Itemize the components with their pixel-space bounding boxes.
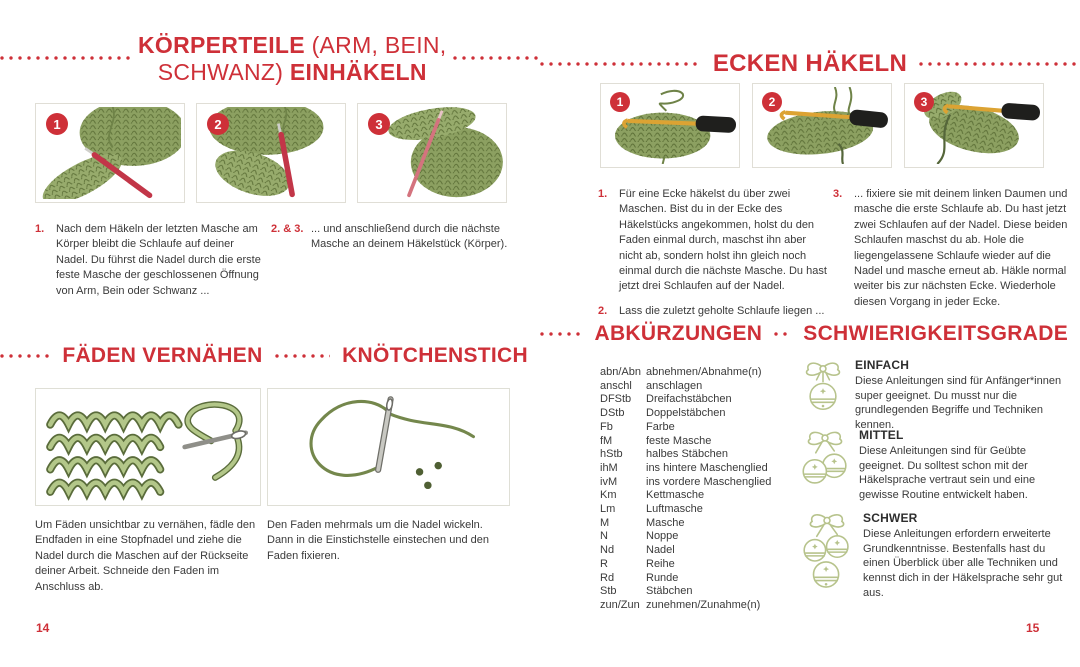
instruction-step-2 [598,304,830,319]
step-photo-3 [904,83,1044,168]
instructions-ecken [598,187,1068,319]
knoetchenstich-text: Den Faden mehrmals um die Nadel wickeln. Dann in die Einstichstelle einstechen und den Faden fixieren. [267,519,489,562]
abbr-value: Noppe [646,530,679,543]
step-photo-2 [752,83,892,168]
abbreviation-row [600,435,790,449]
abbr-key: Fb [600,420,613,433]
abbreviation-row [600,530,790,544]
bells-2-icon [800,428,850,503]
dotted-rule [275,354,331,358]
difficulty-level-name: EINFACH [855,358,910,372]
difficulty-level-description: Diese Anleitungen erfordern erweiterte Grundkenntnisse. Bestenfalls hast du einen Überblick über alle Techniken und kennst dich in der Häkelsprache sehr gut aus. [863,528,1063,599]
instructions-column-2 [833,187,1068,319]
abbr-value: ins hintere Maschenglied [646,461,768,474]
abbr-key: Nd [600,544,615,557]
step-photo-1 [35,103,185,203]
difficulty-level-description: Diese Anleitungen sind für Geübte geeignet. Du solltest schon mit der Häkelsprache vertraut sein und eine gewisse Routine entwickelt haben. [859,445,1036,501]
instructions-koerperteile [35,222,513,299]
abbr-key: Rd [600,571,615,584]
section-header-ecken [540,50,1080,78]
abbr-key: zun/Zun [600,598,640,611]
title-bold: KÖRPERTEILE [138,32,305,58]
abbr-key: ihM [600,461,618,474]
abbr-key: fM [600,434,613,447]
abbr-key: Km [600,489,617,502]
abbr-value: Luftmasche [646,503,703,516]
faeden-vernaehen-illustration [35,388,261,506]
step-number-badge: 2 [762,92,782,112]
step-number-badge: 1 [610,92,630,112]
abbreviation-row [600,448,790,462]
abbr-key: N [600,530,608,543]
abbreviation-row [600,393,790,407]
instructions-column-1 [598,187,830,319]
step-text: Lass die zuletzt geholte Schlaufe liegen ... [619,304,825,317]
abbr-value: halbes Stäbchen [646,448,728,461]
section-header-koerperteile [0,32,540,86]
instruction-step-2-3 [271,222,513,299]
step-label: 2. & 3. [271,223,304,235]
difficulty-schwer [800,511,1068,600]
title-regular: (ARM, BEIN, [304,32,447,58]
step-text: Nach dem Häkeln der letzten Masche am Körper bleibt die Schlaufe auf deiner Nadel. Du führst die Nadel durch die erste feste Masche der geschlossenen Öffnung von Arm, Bein oder Schwanz ... [56,223,261,297]
abbr-value: zunehmen/Zunahme(n) [646,598,761,611]
bells-1-icon [800,358,846,433]
abbr-value: Kettmasche [646,489,705,502]
dotted-rule [540,332,582,336]
difficulty-level-description: Diese Anleitungen sind für Anfänger*innen super geeignet. Du musst nur die grundlegenden Begriffe und Techniken kennen. [855,375,1062,431]
difficulty-einfach [800,358,1068,433]
step-number-badge: 2 [207,113,229,135]
step-photos-ecken [600,83,1044,168]
abbr-value: ins vordere Maschenglied [646,475,772,488]
knoetchenstich-illustration [267,388,510,506]
step-label: 1. [35,223,45,235]
page-title-ecken-haekeln: ECKEN HÄKELN [712,50,908,77]
needle-thread-loop-icon [268,389,509,505]
abbreviation-row [600,585,790,599]
abbr-value: Dreifachstäbchen [646,393,732,406]
step-number-badge: 3 [914,92,934,112]
abbr-value: Masche [646,516,685,529]
step-photo-3 [357,103,507,203]
difficulty-mittel [800,428,1068,503]
page-number-left: 14 [36,621,50,635]
page-title-koerperteile [132,32,453,86]
step-number-badge: 1 [46,113,68,135]
step-photo-2 [196,103,346,203]
difficulty-text-block [863,511,1075,600]
step-label: 3. [833,188,843,200]
abbr-value: Doppelstäbchen [646,407,726,420]
abbr-key: DStb [600,407,625,420]
difficulty-level-name: SCHWER [863,511,918,525]
dotted-rule [540,62,701,66]
difficulty-text-block [855,358,1067,433]
page-title-knoetchenstich: KNÖTCHENSTICH [342,344,528,367]
abbr-value: anschlagen [646,379,703,392]
title-regular: SCHWANZ) [157,59,290,86]
abbr-key: hStb [600,448,623,461]
abbr-value: abnehmen/Abnahme(n) [646,366,762,378]
abbr-value: Nadel [646,544,675,557]
instruction-step-3 [833,187,1068,310]
crochet-swatch-needle-icon [36,389,260,505]
abbreviation-row [600,599,790,613]
section-header-faeden-knoetchen [0,344,540,368]
dotted-rule [0,354,50,358]
abbreviation-list [600,366,790,613]
page-title-faeden-vernaehen: FÄDEN VERNÄHEN [62,344,263,367]
step-text: ... fixiere sie mit deinem linken Daumen und masche die erste Schlaufe ab. Du hast jetzt zwei Schlaufen auf der Nadel. Diese beiden Schlaufen maschst du ab. Hole die liegengelassene Schlaufe wieder auf die Nadel und masche erneut ab. Häkle normal weiter bis zur nächsten Ecke. Wiederhole diesen Vorgang in jeder Ecke. [854,188,1068,308]
page-title-abkuerzungen: ABKÜRZUNGEN [594,322,763,345]
abbreviation-row [600,421,790,435]
bells-3-icon [800,511,854,600]
abbr-value: Runde [646,571,679,584]
abbreviation-row [600,572,790,586]
dotted-rule [453,56,541,60]
abbreviation-row [600,407,790,421]
abbr-key: DFStb [600,393,632,406]
step-text: Für eine Ecke häkelst du über zwei Maschen. Bist du in der Ecke des Häkelstücks angekommen, holst du den Faden einmal durch, maschst ihn aber nicht ab, sondern holst ihn gleich noch einmal durch die nächste Masche. Du hast jetzt drei Schlaufen auf der Nadel. [619,188,827,293]
abbreviation-row [600,476,790,490]
abbr-value: Stäbchen [646,585,693,598]
abbreviation-row [600,503,790,517]
abbreviation-row [600,517,790,531]
step-photo-1 [600,83,740,168]
title-bold: EINHÄKELN [289,59,427,86]
abbr-key: M [600,516,610,529]
abbreviation-row [600,489,790,503]
difficulty-level-name: MITTEL [859,428,904,442]
faeden-vernaehen-text: Um Fäden unsichtbar zu vernähen, fädle den Endfaden in eine Stopfnadel und ziehe die Nadel durch die Maschen auf der Rückseite deiner Arbeit. Schneide den Faden im Anschluss ab. [35,519,256,593]
step-text: ... und anschließend durch die nächste Masche an deinem Häkelstück (Körper). [311,223,508,251]
abbreviation-row [600,462,790,476]
dotted-rule [774,332,791,336]
abbr-key: abn/Abn [600,366,641,378]
dotted-rule [0,56,132,60]
abbr-key: R [600,557,608,570]
page-number-right: 15 [1026,621,1040,635]
instruction-step-1 [35,222,263,299]
instruction-step-1 [598,187,830,295]
difficulty-text-block [859,428,1071,503]
abbr-value: Reihe [646,557,675,570]
abbr-key: Stb [600,585,617,598]
abbr-key: anschl [600,379,632,392]
abbreviation-row [600,380,790,394]
step-number-badge: 3 [368,113,390,135]
section-header-abkuerzungen-schwierigkeitsgrade [540,322,1080,346]
abbreviation-row [600,558,790,572]
dotted-rule [919,62,1080,66]
step-label: 1. [598,188,608,200]
page-title-schwierigkeitsgrade: SCHWIERIGKEITSGRADE [803,322,1068,345]
step-label: 2. [598,304,608,317]
abbreviation-row [600,366,790,380]
abbr-key: ivM [600,475,618,488]
abbreviation-row [600,544,790,558]
abbr-value: Farbe [646,420,675,433]
step-photos-koerperteile [35,103,507,203]
abbr-value: feste Masche [646,434,712,447]
abbr-key: Lm [600,503,616,516]
